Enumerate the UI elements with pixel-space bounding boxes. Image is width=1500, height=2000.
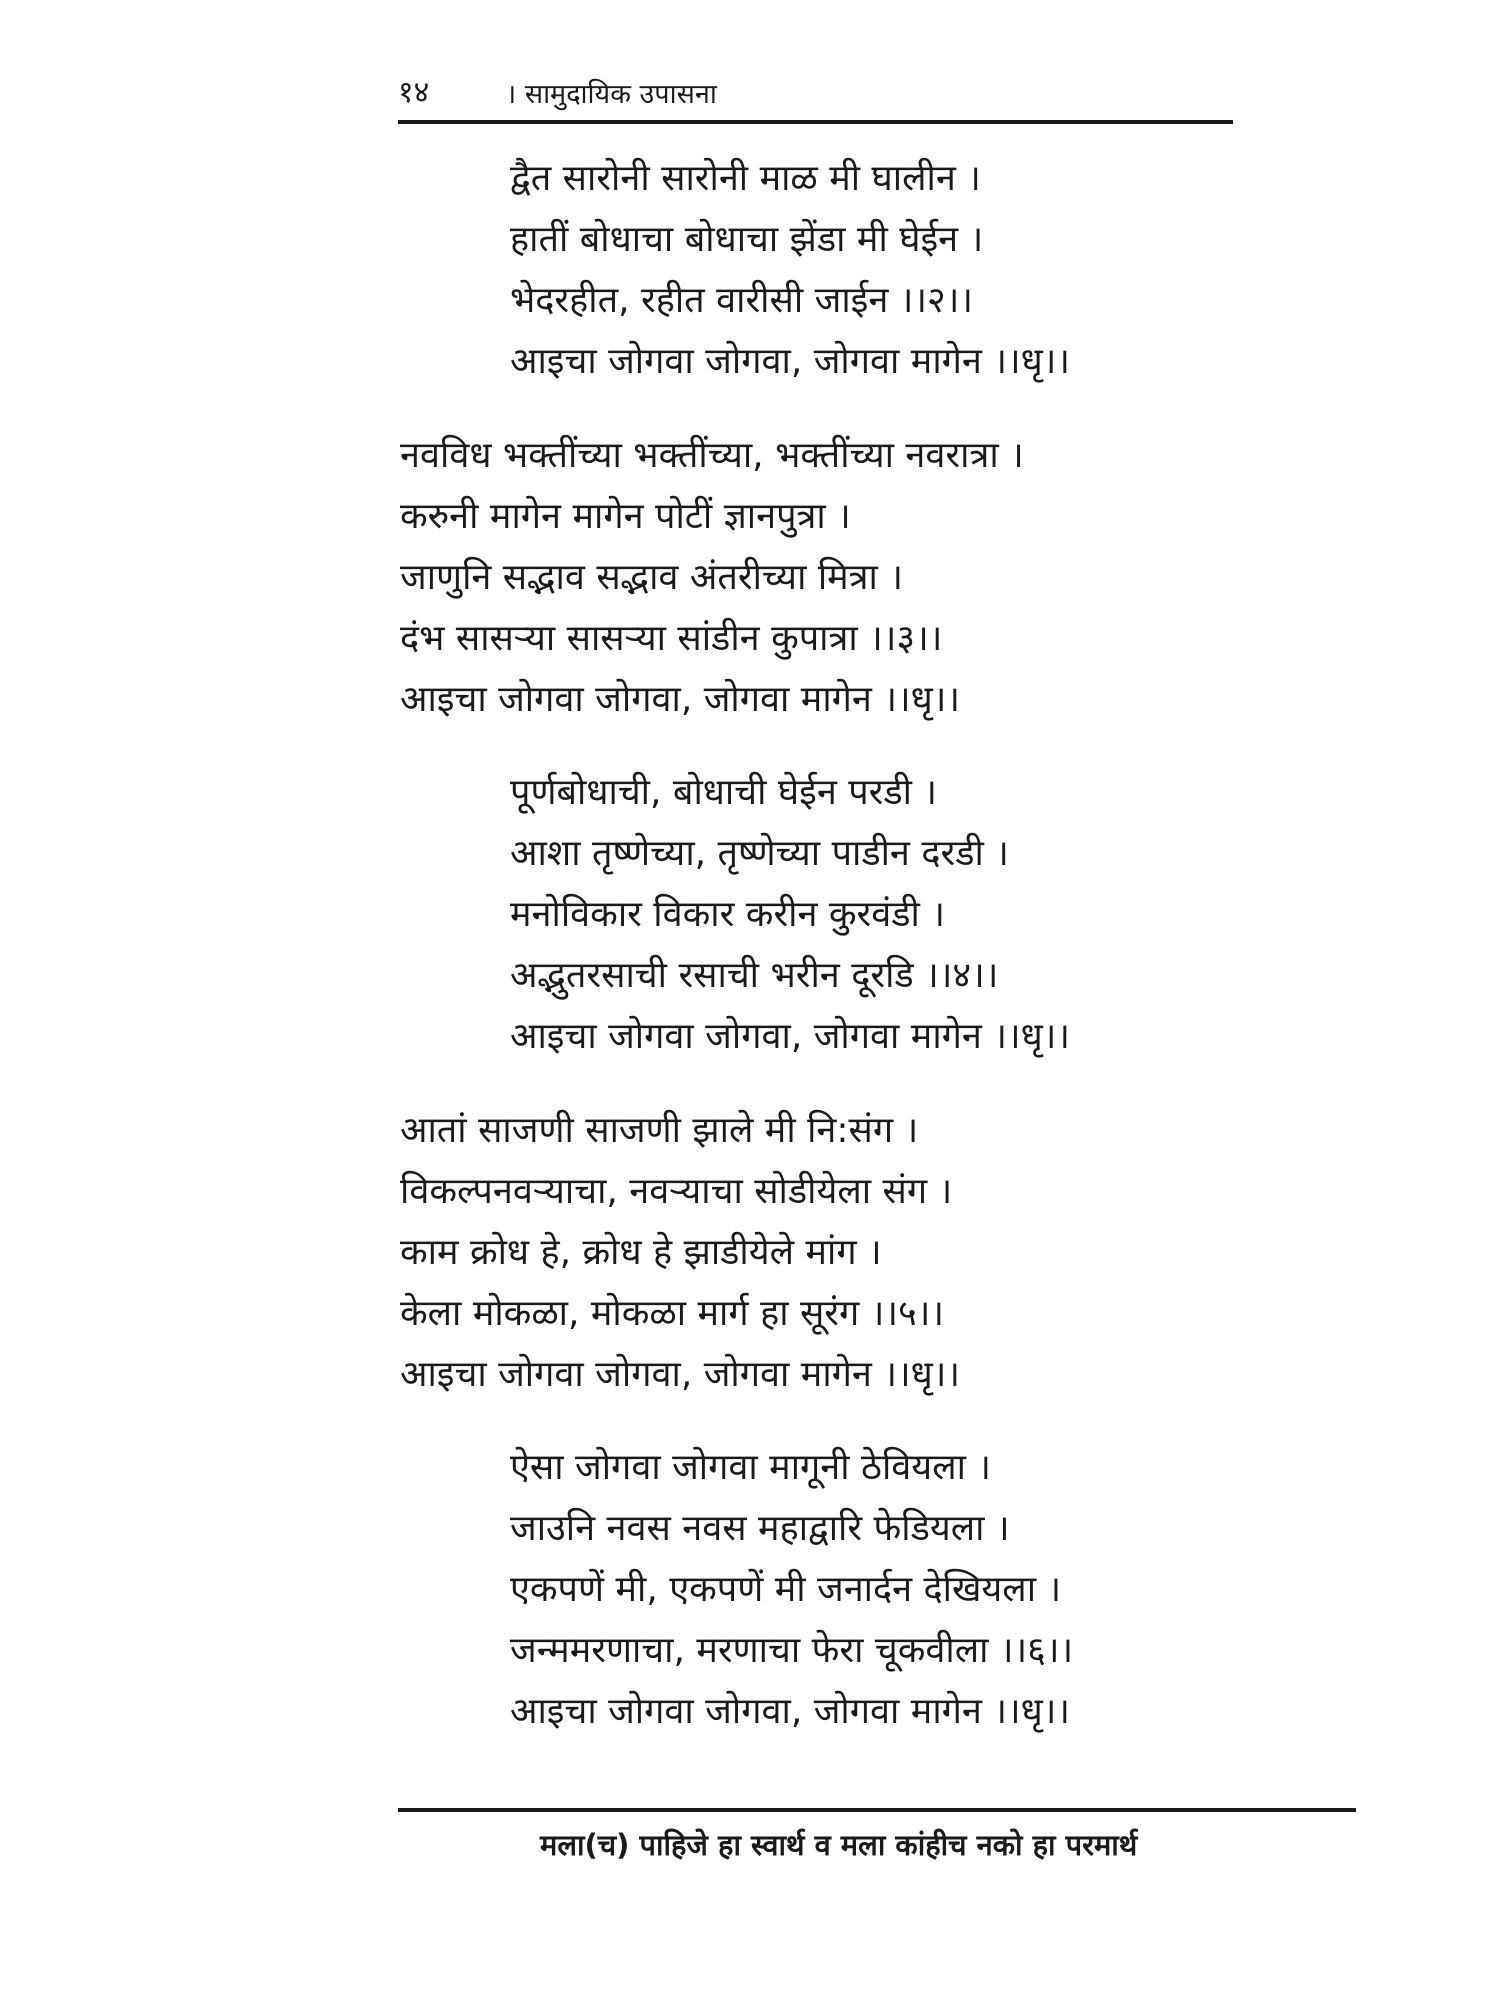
footer-motto: मला(च) पाहिजे हा स्वार्थ व मला कांहीच नको हा परमार्थ [540, 1828, 1138, 1862]
verse-line: भेदरहीत, रहीत वारीसी जाईन ।।२।। [510, 280, 974, 321]
verse-line: आशा तृष्णेच्या, तृष्णेच्या पाडीन दरडी । [510, 833, 1009, 874]
verse-line: जाउनि नवस नवस महाद्वारि फेडियला । [510, 1508, 1010, 1549]
verse-line: जाणुनि सद्भाव सद्भाव अंतरीच्या मित्रा । [400, 557, 903, 598]
verse-line: जन्ममरणाचा, मरणाचा फेरा चूकवीला ।।६।। [510, 1630, 1074, 1671]
verse-line: द्वैत सारोनी सारोनी माळ मी घालीन । [510, 158, 981, 199]
verse-line: एकपणें मी, एकपणें मी जनार्दन देखियला । [510, 1569, 1062, 1610]
verse-line: आतां साजणी साजणी झाले मी नि:संग । [400, 1110, 919, 1151]
verse-line: काम क्रोध हे, क्रोध हे झाडीयेले मांग । [400, 1232, 882, 1273]
footer-divider [398, 1808, 1356, 1812]
stanza-4 [510, 762, 1070, 1067]
verse-line: हातीं बोधाचा बोधाचा झेंडा मी घेईन । [510, 219, 984, 260]
verse-line: अद्भुतरसाची रसाची भरीन दूरडि ।।४।। [510, 955, 999, 996]
page-header [398, 70, 1233, 122]
refrain-line: आइचा जोगवा जोगवा, जोगवा मागेन ।।धृ।। [510, 341, 1071, 382]
stanza-2 [510, 148, 1070, 392]
verse-line: केला मोकळा, मोकळा मार्ग हा सूरंग ।।५।। [400, 1293, 945, 1334]
refrain-line: आइचा जोगवा जोगवा, जोगवा मागेन ।।धृ।। [510, 1691, 1071, 1732]
page-number: १४ [398, 75, 430, 110]
refrain-line: आइचा जोगवा जोगवा, जोगवा मागेन ।।धृ।। [510, 1016, 1071, 1057]
refrain-line: आइचा जोगवा जोगवा, जोगवा मागेन ।।धृ।। [400, 679, 961, 720]
refrain-line: आइचा जोगवा जोगवा, जोगवा मागेन ।।धृ।। [400, 1354, 961, 1395]
stanza-3 [400, 425, 1024, 730]
header-divider [398, 120, 1233, 124]
stanza-5 [400, 1100, 960, 1405]
verse-line: मनोविकार विकार करीन कुरवंडी । [510, 894, 945, 935]
verse-line: करुनी मागेन मागेन पोटीं ज्ञानपुत्रा । [400, 496, 851, 537]
verse-line: ऐसा जोगवा जोगवा मागूनी ठेवियला । [510, 1447, 992, 1488]
verse-line: नवविध भक्तींच्या भक्तींच्या, भक्तींच्या नवरात्रा । [400, 435, 1024, 476]
verse-line: विकल्पनवऱ्याचा, नवऱ्याचा सोडीयेला संग । [400, 1171, 953, 1212]
verse-line: दंभ सासऱ्या सासऱ्या सांडीन कुपात्रा ।।३।। [400, 618, 943, 659]
running-title: । सामुदायिक उपासना [506, 79, 717, 110]
verse-line: पूर्णबोधाची, बोधाची घेईन परडी । [510, 772, 938, 813]
stanza-6 [510, 1437, 1073, 1742]
